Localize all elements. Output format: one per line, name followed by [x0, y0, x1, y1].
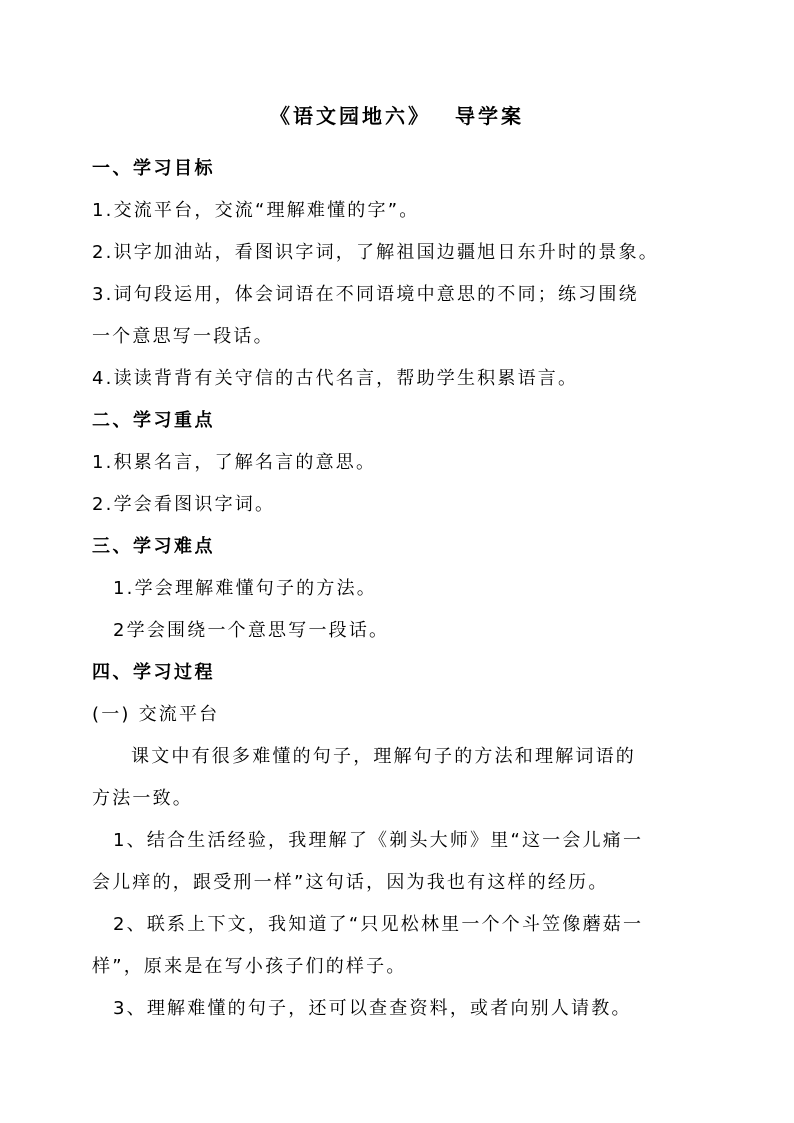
method-3: 3、理解难懂的句子，还可以查查资料，或者向别人请教。: [113, 998, 632, 1019]
paragraph-intro-line-1: 课文中有很多难懂的句子，理解句子的方法和理解词语的: [131, 746, 636, 767]
objective-1: 1.交流平台，交流“理解难懂的字”。: [92, 200, 420, 221]
objective-3-line-2: 一个意思写一段话。: [92, 326, 274, 347]
objective-3-line-1: 3.词句段运用，体会词语在不同语境中意思的不同；练习围绕: [92, 284, 639, 305]
method-2-line-1: 2、联系上下文，我知道了“只见松林里一个个斗笠像蘑菇一: [113, 914, 644, 935]
method-1-line-2: 会儿痒的，跟受刑一样”这句话，因为我也有这样的经历。: [92, 872, 609, 893]
document-title: [0, 100, 794, 129]
difficulty-1: 1.学会理解难懂句子的方法。: [113, 578, 377, 599]
key-point-1: 1.积累名言，了解名言的意思。: [92, 452, 377, 473]
method-2-line-2: 样”，原来是在写小孩子们的样子。: [92, 956, 407, 977]
paragraph-intro-line-2: 方法一致。: [92, 788, 193, 809]
title-main: 《语文园地六》: [270, 104, 431, 128]
difficulty-2: 2学会围绕一个意思写一段话。: [113, 620, 390, 641]
key-point-2: 2.学会看图识字词。: [92, 494, 276, 515]
method-1-line-1: 1、结合生活经验，我理解了《剃头大师》里“这一会儿痛一: [113, 830, 644, 851]
objective-4: 4.读读背背有关守信的古代名言，帮助学生积累语言。: [92, 368, 579, 389]
subsection-heading-exchange: (一) 交流平台: [92, 704, 220, 725]
title-suffix: 导学案: [455, 104, 524, 128]
section-heading-process: 四、学习过程: [92, 662, 215, 683]
section-heading-key-points: 二、学习重点: [92, 410, 215, 431]
section-heading-difficulties: 三、学习难点: [92, 536, 215, 557]
objective-2: 2.识字加油站，看图识字词，了解祖国边疆旭日东升时的景象。: [92, 242, 659, 263]
section-heading-objectives: 一、学习目标: [92, 158, 215, 179]
